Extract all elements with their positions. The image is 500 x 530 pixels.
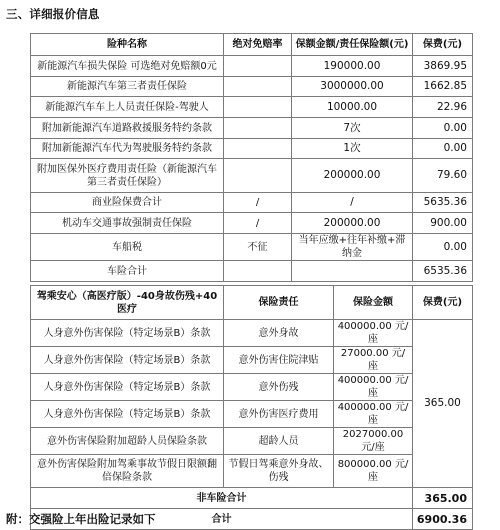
liability: 超龄人员 xyxy=(224,428,334,455)
header-sum-insured: 保额金额/责任保险额(元) xyxy=(292,34,413,56)
grand-total-value: 6900.36 xyxy=(413,509,473,530)
table-header-row xyxy=(31,286,473,320)
sum-insured: 当年应缴+往年补缴+滞纳金 xyxy=(292,234,413,261)
liability: 意外伤害医疗费用 xyxy=(224,401,334,428)
coverage-name: 附加医保外医疗费用责任险（新能源汽车第三者责任保险） xyxy=(31,159,224,193)
premium: 1662.85 xyxy=(413,77,473,97)
premium: 3869.95 xyxy=(413,56,473,77)
deductible: / xyxy=(224,213,292,234)
table-row xyxy=(31,347,473,374)
coverage-name: 新能源汽车车上人员责任保险-驾驶人 xyxy=(31,97,224,118)
premium: 0.00 xyxy=(413,118,473,139)
table-row xyxy=(31,77,473,97)
sum-insured: 7次 xyxy=(292,118,413,139)
table-row xyxy=(31,428,473,455)
deductible xyxy=(224,261,292,282)
header-liability: 保险责任 xyxy=(224,286,334,320)
sum-insured: 190000.00 xyxy=(292,56,413,77)
liability: 意外身故 xyxy=(224,320,334,347)
sum-insured: 27000.00 元/座 xyxy=(334,347,413,374)
clause-name: 意外伤害保险附加驾乘事故节假日限额翻倍保险条款 xyxy=(31,455,224,488)
deductible xyxy=(224,97,292,118)
quote-table-auto xyxy=(30,33,473,282)
table-row xyxy=(31,261,473,282)
table-row xyxy=(31,234,473,261)
liability: 意外伤残 xyxy=(224,374,334,401)
premium: 900.00 xyxy=(413,213,473,234)
sum-insured: 2027000.00 元/座 xyxy=(334,428,413,455)
premium: 0.00 xyxy=(413,234,473,261)
table-row xyxy=(31,213,473,234)
sum-insured xyxy=(292,261,413,282)
header-sum-insured: 保险金额 xyxy=(334,286,413,320)
non-auto-total-row xyxy=(31,488,473,509)
coverage-name: 新能源汽车第三者责任保险 xyxy=(31,77,224,97)
table-row xyxy=(31,320,473,347)
sum-insured: 400000.00 元/座 xyxy=(334,374,413,401)
coverage-name: 新能源汽车损失保险 可选绝对免赔额0元 xyxy=(31,56,224,77)
coverage-name: 附加新能源汽车道路救援服务特约条款 xyxy=(31,118,224,139)
table-header-row xyxy=(31,34,473,56)
sum-insured: 400000.00 元/座 xyxy=(334,401,413,428)
deductible xyxy=(224,118,292,139)
table-row xyxy=(31,118,473,139)
table-row xyxy=(31,193,473,213)
liability: 意外伤害住院津贴 xyxy=(224,347,334,374)
deductible xyxy=(224,77,292,97)
sum-insured: 200000.00 xyxy=(292,159,413,193)
coverage-name: 车船税 xyxy=(31,234,224,261)
sum-insured: 3000000.00 xyxy=(292,77,413,97)
clause-name: 人身意外伤害保险（特定场景B）条款 xyxy=(31,374,224,401)
clause-name: 人身意外伤害保险（特定场景B）条款 xyxy=(31,401,224,428)
clause-name: 意外伤害保险附加超龄人员保险条款 xyxy=(31,428,224,455)
liability: 节假日驾乘意外身故、伤残 xyxy=(224,455,334,488)
deductible xyxy=(224,139,292,159)
premium: 79.60 xyxy=(413,159,473,193)
header-coverage-name: 险种名称 xyxy=(31,34,224,56)
table-row xyxy=(31,97,473,118)
non-auto-total-label: 非车险合计 xyxy=(31,488,413,509)
clause-name: 人身意外伤害保险（特定场景B）条款 xyxy=(31,347,224,374)
premium: 5635.36 xyxy=(413,193,473,213)
deductible: 不征 xyxy=(224,234,292,261)
sum-insured: 800000.00 元/座 xyxy=(334,455,413,488)
premium: 22.96 xyxy=(413,97,473,118)
table-row xyxy=(31,159,473,193)
header-premium: 保费(元) xyxy=(413,286,473,320)
deductible: / xyxy=(224,193,292,213)
section-title: 三、详细报价信息 xyxy=(6,7,100,21)
non-auto-total-value: 365.00 xyxy=(413,488,473,509)
header-premium: 保费(元) xyxy=(413,34,473,56)
sum-insured: 10000.00 xyxy=(292,97,413,118)
clause-name: 人身意外伤害保险（特定场景B）条款 xyxy=(31,320,224,347)
deductible xyxy=(224,159,292,193)
table-row xyxy=(31,139,473,159)
coverage-name: 商业险保费合计 xyxy=(31,193,224,213)
sum-insured: 1次 xyxy=(292,139,413,159)
table-row xyxy=(31,401,473,428)
sum-insured: 400000.00 元/座 xyxy=(334,320,413,347)
coverage-name: 附加新能源汽车代为驾驶服务特约条款 xyxy=(31,139,224,159)
quote-table-non-auto xyxy=(30,285,473,530)
grand-total-label: 合计 xyxy=(31,509,413,530)
premium: 6535.36 xyxy=(413,261,473,282)
deductible xyxy=(224,56,292,77)
premium-merged: 365.00 xyxy=(413,320,473,488)
table-row xyxy=(31,455,473,488)
table-row xyxy=(31,374,473,401)
sum-insured: / xyxy=(292,193,413,213)
footer-section-title: 附：交强险上年出险记录如下 xyxy=(6,512,156,526)
sum-insured: 200000.00 xyxy=(292,213,413,234)
coverage-name: 机动车交通事故强制责任保险 xyxy=(31,213,224,234)
header-product-name: 驾乘安心（高医疗版）-40身故伤残+40医疗 xyxy=(31,286,224,320)
premium: 0.00 xyxy=(413,139,473,159)
coverage-name: 车险合计 xyxy=(31,261,224,282)
table-row xyxy=(31,56,473,77)
header-deductible: 绝对免赔率 xyxy=(224,34,292,56)
